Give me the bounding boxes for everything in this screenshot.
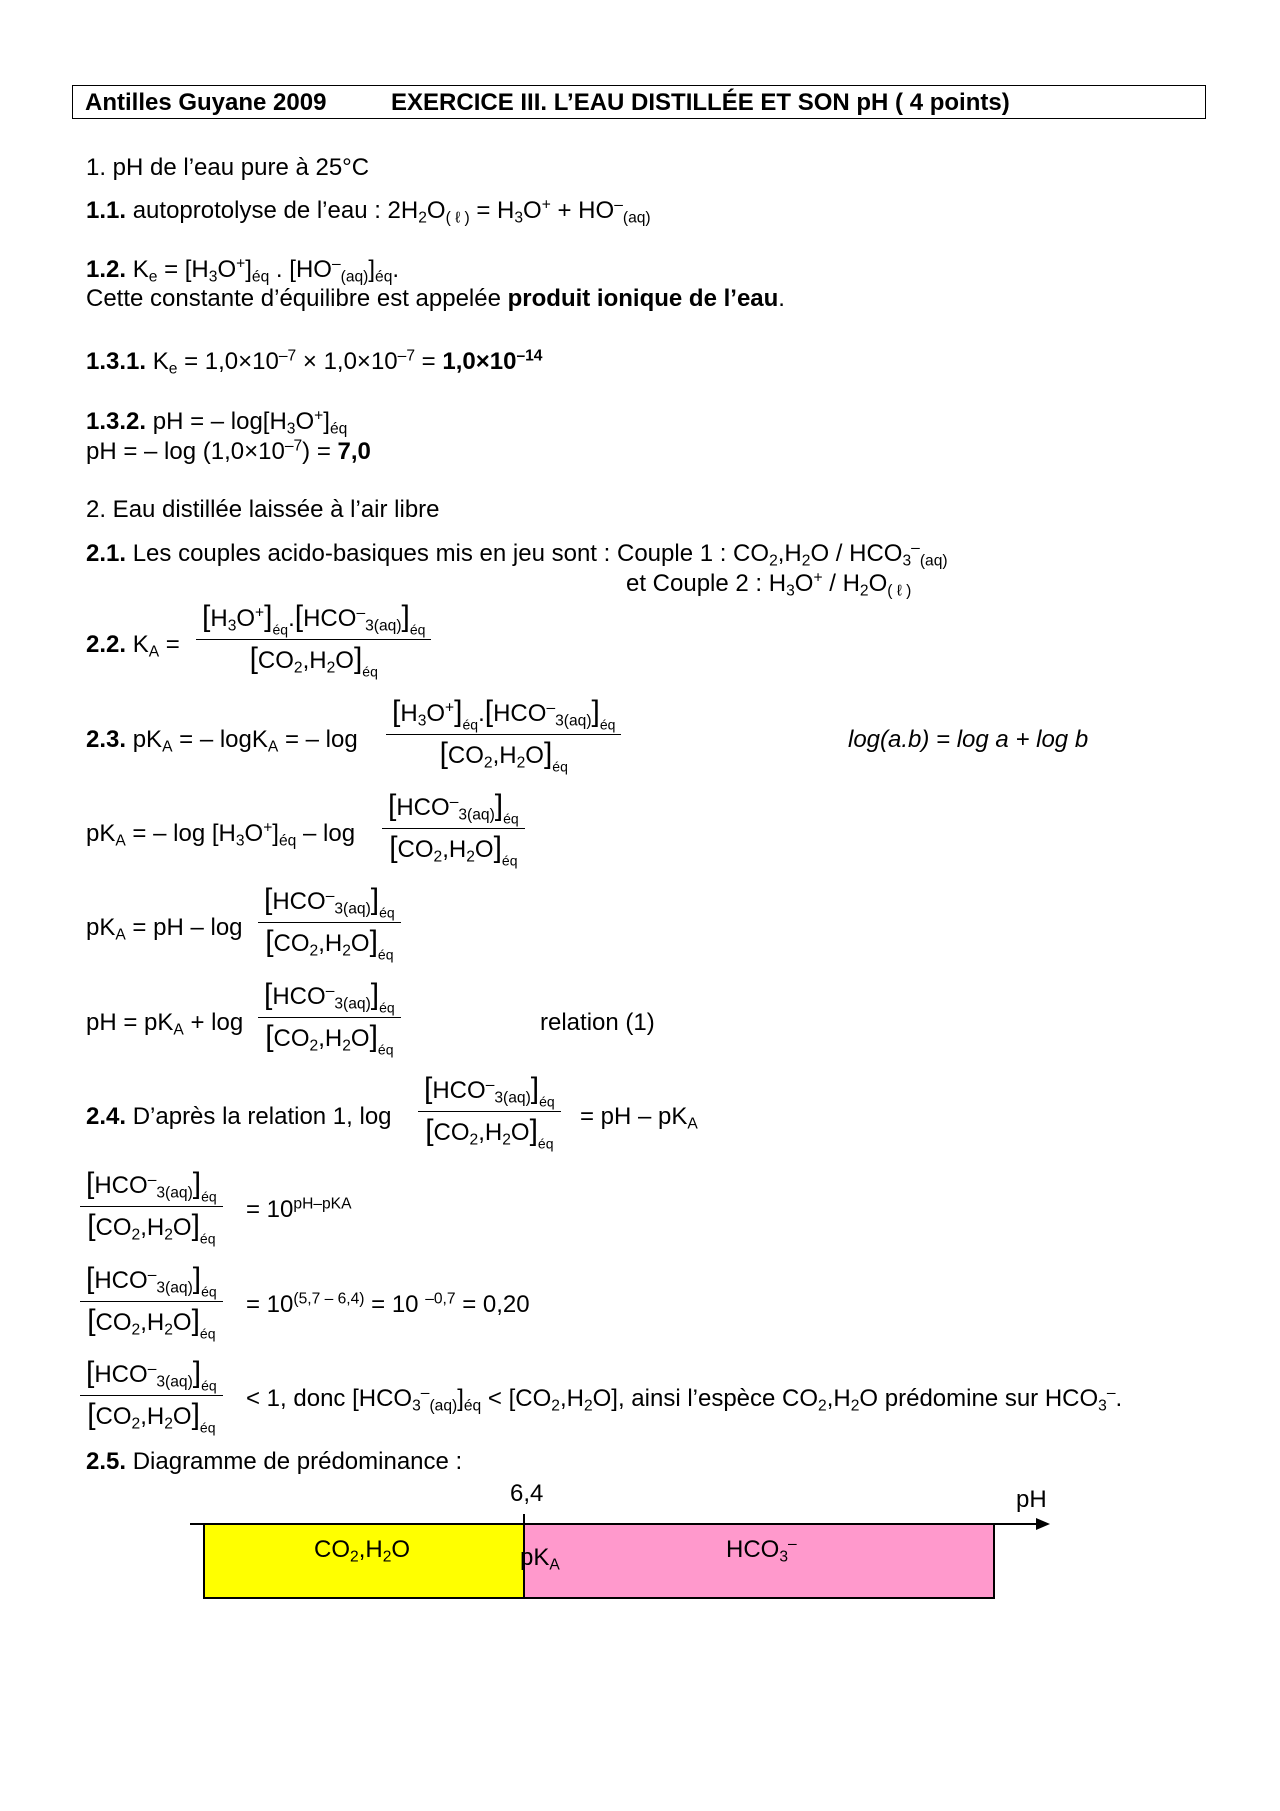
q21-line2: et Couple 2 : $H_3O^+ / H_2O_{( \ell )}$ <box>626 569 912 600</box>
q21-text: Les couples acido-basiques mis en jeu sont : Couple 1 : CO <box>132 540 770 567</box>
q24-number: 2.4. <box>86 1103 127 1130</box>
ratio-conclusion: < 1, donc $[HCO_3^-_{(aq)}]_{éq} < [CO_2,H_2O]$, ainsi l’espèce $CO_2,H_2O$ prédomine sur $HCO_3^-$. <box>246 1384 1123 1415</box>
section1-title <box>86 154 369 182</box>
q131-line: 1.3.1. $K_e = 1,0\times 10^{-7} \times 1,0\times 10^{-7} = 1,0\times 10^{-14}$ <box>86 347 543 378</box>
ph-axis-label: pH <box>1016 1486 1047 1513</box>
ratio-eq-2: = $10^{(5,7 - 6,4)} = 10$ $^{-0,7}$ = 0,20 <box>246 1290 530 1318</box>
q22-label: 2.2. $K_A$ = <box>86 631 180 661</box>
q22-number: 2.2. <box>86 631 127 658</box>
q24-label <box>86 1103 392 1131</box>
q131-result: 1,0×10 <box>442 348 517 375</box>
header-source: Antilles Guyane 2009 <box>85 89 327 116</box>
q12-line2: Cette constante d’équilibre est appelée produit ionique de l’eau. <box>86 285 785 312</box>
base-species-label: $HCO_3^-$ <box>726 1535 797 1566</box>
section2-title-text: 2. Eau distillée laissée à l’air libre <box>86 496 440 523</box>
q24-text: D’après la relation 1, log <box>132 1103 392 1130</box>
q23-label: 2.3. $pK_A$ = – logK$_A$ = – log <box>86 726 358 756</box>
q24-right: = pH – $pK_A$ <box>580 1103 698 1133</box>
q21-number: 2.1. <box>86 540 127 567</box>
log-property-note: log(a.b) = log a + log b <box>848 726 1089 753</box>
ratio-eq-1: = $10^{pH-pKA}$ <box>246 1195 352 1223</box>
q25-number: 2.5. <box>86 1448 127 1475</box>
eq-pka-step2: $pK_A$ = pH – log <box>86 914 243 944</box>
ratio-expo2: –0,7 <box>425 1290 456 1308</box>
ratio-expo: (5,7 – 6,4) <box>293 1290 365 1308</box>
q12-line1: 1.2. $K_e = [H_3O^+]_{éq}$ . $[HO^-_{(aq)}]_{éq}$. <box>86 255 400 286</box>
q132-number: 1.3.2. <box>86 408 147 435</box>
relation-label: relation (1) <box>540 1009 655 1036</box>
q21-text2: et Couple 2 : H <box>626 570 787 597</box>
q11-text: autoprotolyse de l’eau : 2H <box>132 197 419 224</box>
eq-pka-step2-fraction: $[HCO^-_{3(aq)}]_{éq}$ $[CO_2,H_2O]_{éq}$ <box>258 881 401 965</box>
q23-number: 2.3. <box>86 726 127 753</box>
eq-ph-relation-fraction: $[HCO^-_{3(aq)}]_{éq}$ $[CO_2,H_2O]_{éq}$ <box>258 976 401 1060</box>
q132-line1: 1.3.2. pH = – $\log[H_3O^+]_{éq}$ <box>86 407 348 438</box>
section2-title <box>86 496 440 524</box>
axis-arrow <box>1036 1518 1050 1530</box>
q21-line1: 2.1. Les couples acido-basiques mis en jeu sont : Couple 1 : $CO_2,H_2O / HCO_3^-_{(aq)}$ <box>86 539 948 570</box>
q23-fraction: $[H_3O^+]_{éq}.[HCO^-_{3(aq)}]_{éq}$ $[CO_2,H_2O]_{éq}$ <box>386 693 621 777</box>
ratio-fraction-1: $[HCO^-_{3(aq)}]_{éq}$ $[CO_2,H_2O]_{éq}$ <box>80 1165 223 1249</box>
section1-title-text: 1. pH de l’eau pure à 25°C <box>86 154 370 181</box>
exercise-header <box>72 85 1206 119</box>
q25-text: Diagramme de prédominance : <box>132 1448 463 1475</box>
q131-number: 1.3.1. <box>86 348 147 375</box>
eq-pka-step1-fraction: $[HCO^-_{3(aq)}]_{éq}$ $[CO_2,H_2O]_{éq}$ <box>382 787 525 871</box>
q12-bold-term: produit ionique de l’eau <box>507 285 779 312</box>
q12-number: 1.2. <box>86 256 127 283</box>
pka-value-label: 6,4 <box>510 1480 544 1507</box>
ratio-fraction-2: $[HCO^-_{3(aq)}]_{éq}$ $[CO_2,H_2O]_{éq}$ <box>80 1260 223 1344</box>
q12-text: Cette constante d’équilibre est appelée <box>86 285 508 312</box>
q11-line: 1.1. autoprotolyse de l’eau : $2H_2O_{( \ell )} = H_3O^+ + HO^-_{(aq)}$ <box>86 196 651 227</box>
eq-pka-step1: $pK_A$ = – $\log [H_3O^+]_{éq}$ – log <box>86 819 356 850</box>
q25-line <box>86 1448 462 1476</box>
ratio-value: 0,20 <box>482 1291 530 1318</box>
ratio-power: pH–pKA <box>293 1195 352 1213</box>
pka-text-label: $pK_A$ <box>520 1544 560 1574</box>
ratio-fraction-3: $[HCO^-_{3(aq)}]_{éq}$ $[CO_2,H_2O]_{éq}$ <box>80 1354 223 1438</box>
q132-result: 7,0 <box>337 438 371 465</box>
q24-fraction: $[HCO^-_{3(aq)}]_{éq}$ $[CO_2,H_2O]_{éq}$ <box>418 1070 561 1154</box>
header-title: EXERCICE III. L’EAU DISTILLÉE ET SON pH ( 4 points) <box>391 89 1010 116</box>
q22-fraction: $[H_3O^+]_{éq}.[HCO^-_{3(aq)}]_{éq}$ $[CO_2,H_2O]_{éq}$ <box>196 598 431 682</box>
acid-species-label: $CO_2,H_2O$ <box>314 1536 411 1566</box>
eq-ph-relation: pH = $pK_A + \log$ <box>86 1009 244 1039</box>
q11-number: 1.1. <box>86 197 127 224</box>
predominance-diagram <box>190 1480 1070 1610</box>
q132-line2: pH = – $\log (1,0\times 10^{-7}) = 7,0$ <box>86 437 371 465</box>
